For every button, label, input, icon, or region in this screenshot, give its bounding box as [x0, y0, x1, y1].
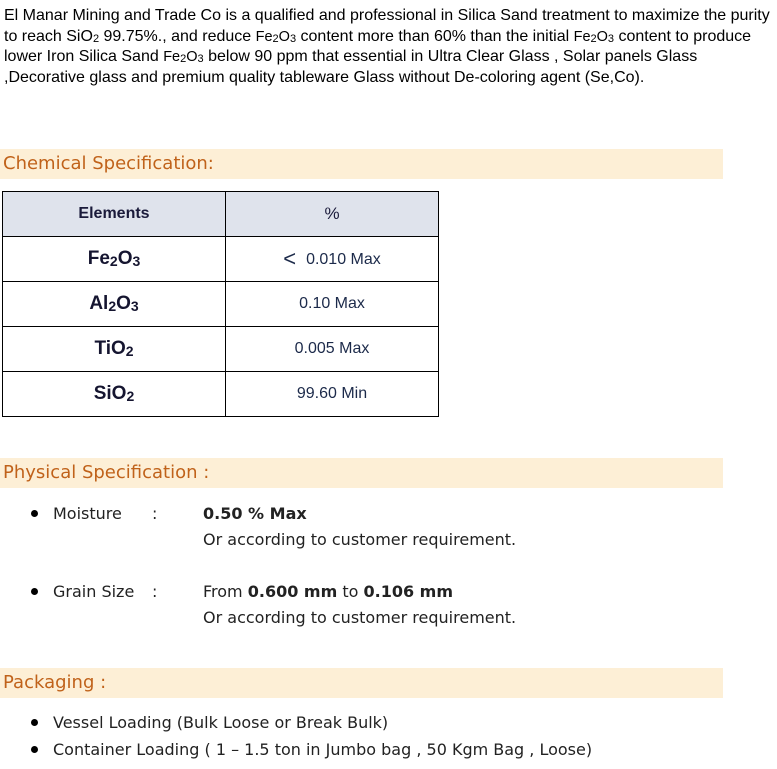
packaging-heading: Packaging : [0, 668, 723, 698]
moisture-note: Or according to customer requirement. [203, 530, 517, 549]
table-row [3, 327, 439, 372]
moisture-value: 0.50 % Max [203, 504, 307, 523]
bullet-icon [31, 588, 38, 595]
less-than-symbol: < [283, 246, 297, 271]
bullet-icon [31, 719, 38, 726]
chemical-spec-table [2, 191, 439, 417]
value-cell: 0.10 Max [226, 282, 439, 327]
intro-paragraph: El Manar Mining and Trade Co is a qualified and professional in Silica Sand treatment to maximize the purity to reach SiO$_2$ 99.75%., and reduce $Fe_2O_3$ content more than 60% than the initial $Fe_2O_3$ content to produce lower Iron Silica Sand $Fe_2O_3$ below 90 ppm that essential in Ultra Clear Glass , Solar panels Glass ,Decorative glass and premium quality tableware Glass without De-coloring agent (Se,Co). [4, 7, 770, 86]
element-cell: $Fe_2O_3$ [3, 237, 226, 282]
moisture-colon: : [152, 504, 158, 523]
grain-size-note: Or according to customer requirement. [203, 608, 517, 627]
element-cell: SiO$_2$ [3, 372, 226, 417]
moisture-label: Moisture [53, 504, 122, 523]
table-header-row [3, 192, 439, 237]
grain-size-value-block [203, 579, 516, 631]
element-cell: $Al_2O_3$ [3, 282, 226, 327]
value-cell: 0.005 Max [226, 327, 439, 372]
value-cell: < 0.010 Max [226, 237, 439, 282]
table-row [3, 282, 439, 327]
bullet-icon [31, 746, 38, 753]
grain-size-value: From 0.600 mm to 0.106 mm [203, 582, 454, 601]
moisture-value-block [203, 501, 516, 553]
header-elements: Elements [3, 192, 226, 237]
physical-spec-heading: Physical Specification : [0, 458, 723, 488]
header-percent: % [226, 192, 439, 237]
bullet-icon [31, 510, 38, 517]
element-cell: TiO$_2$ [3, 327, 226, 372]
packaging-item: Vessel Loading (Bulk Loose or Break Bulk) [53, 713, 389, 732]
value-cell: 99.60 Min [226, 372, 439, 417]
chemical-spec-heading: Chemical Specification: [0, 149, 723, 179]
grain-size-label: Grain Size [53, 582, 135, 601]
table-row [3, 237, 439, 282]
grain-size-colon: : [152, 582, 158, 601]
table-row [3, 372, 439, 417]
packaging-item: Container Loading ( 1 – 1.5 ton in Jumbo bag , 50 Kgm Bag , Loose) [53, 740, 593, 759]
